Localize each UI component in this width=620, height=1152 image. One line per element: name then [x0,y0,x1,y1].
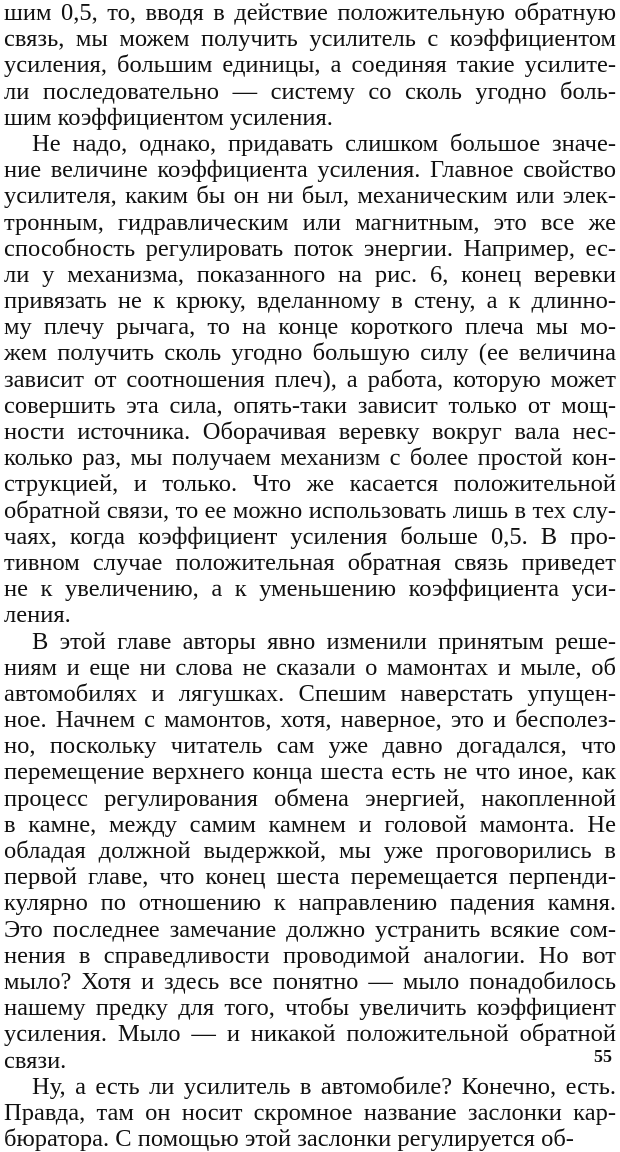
text-line: Ну, а есть ли усилитель в автомобиле? Конечно, есть. [32,1072,616,1100]
text-line: ное. Начнем с мамонтов, хотя, наверное, это и бесполез- [4,706,616,734]
text-line: колько раз, мы получаем механизм с более простой кон- [4,444,616,472]
text-line: ления. [4,601,71,629]
text-line: мыло? Хотя и здесь все понятно — мыло понадобилось [4,967,616,995]
text-line: связь, мы можем получить усилитель с коэффициентом [4,25,616,53]
text-line: способность регулировать поток энергии. Например, ес- [4,234,616,262]
text-line: усиления, большим единицы, а соединяя такие усилите- [4,51,616,79]
text-line: шим коэффициентом усиления. [4,103,333,131]
text-line: перемещение верхнего конца шеста есть не что иное, как [4,758,616,786]
text-line: связи. [4,1046,67,1074]
text-line: Правда, там он носит скромное название заслонки кар- [4,1098,616,1126]
text-line: но, поскольку читатель сам уже давно догадался, что [4,732,616,760]
text-body [4,0,616,1152]
text-line: зависит от соотношения плеч), а работа, которую может [4,365,616,393]
text-line: первой главе, что конец шеста перемещается перпенди- [4,863,616,891]
text-line: струкцией, и только. Что же касается положительной [4,470,616,498]
text-line: нашему предку для того, чтобы увеличить коэффициент [4,994,616,1022]
text-line: шим 0,5, то, вводя в действие положительную обратную [4,0,616,26]
text-line: ние величине коэффициента усиления. Главное свойство [4,156,616,184]
text-line: усилителя, каким бы он ни был, механическим или элек- [4,182,616,210]
text-line: автомобилях и лягушках. Спешим наверстать упущен- [4,679,616,707]
text-line: нения в справедливости проводимой аналогии. Но вот [4,941,616,969]
text-line: тивном случае положительная обратная связь приведет [4,548,616,576]
text-line: Это последнее замечание должно устранить всякие сом- [4,915,616,943]
text-line: усиления. Мыло — и никакой положительной обратной [4,1020,616,1048]
paragraph [4,1074,616,1152]
text-line: ли последовательно — систему со сколь угодно боль- [4,77,616,105]
paragraph [4,0,616,131]
text-line: привязать не к крюку, вделанному в стену, а к длинно- [4,287,616,315]
paragraph [4,629,616,1074]
text-line: процесс регулирования обмена энергией, накопленной [4,784,616,812]
text-line: Не надо, однако, придавать слишком большое значе- [32,129,616,157]
text-line: кулярно по отношению к направлению падения камня. [4,889,616,917]
text-line: в камне, между самим камнем и головой мамонта. Не [4,810,616,838]
text-line: жем получить сколь угодно большую силу (ее величина [4,339,616,367]
text-line: бюратора. С помощью этой заслонки регулируется об- [4,1125,574,1152]
text-line: тронным, гидравлическим или магнитным, это все же [4,208,616,236]
text-line: обладая должной выдержкой, мы уже проговорились в [4,837,616,864]
page-number: 55 [594,1046,612,1066]
text-line: ниям и еще ни слова не сказали о мамонтах и мыле, об [4,653,616,681]
paragraph [4,131,616,629]
text-line: чаях, когда коэффициент усиления больше 0,5. В про- [4,522,616,550]
text-line: обратной связи, то ее можно использовать лишь в тех слу- [4,496,616,524]
book-page [4,0,616,1152]
text-line: совершить эта сила, опять-таки зависит только от мощ- [4,391,616,419]
text-line: ли у механизма, показанного на рис. 6, конец веревки [4,260,616,288]
text-line: ности источника. Оборачивая веревку вокруг вала нес- [4,418,616,445]
text-line: му плечу рычага, то на конце короткого плеча мы мо- [4,313,616,341]
text-line: В этой главе авторы явно изменили принятым реше- [32,627,616,655]
text-line: не к увеличению, а к уменьшению коэффициента уси- [4,575,616,603]
